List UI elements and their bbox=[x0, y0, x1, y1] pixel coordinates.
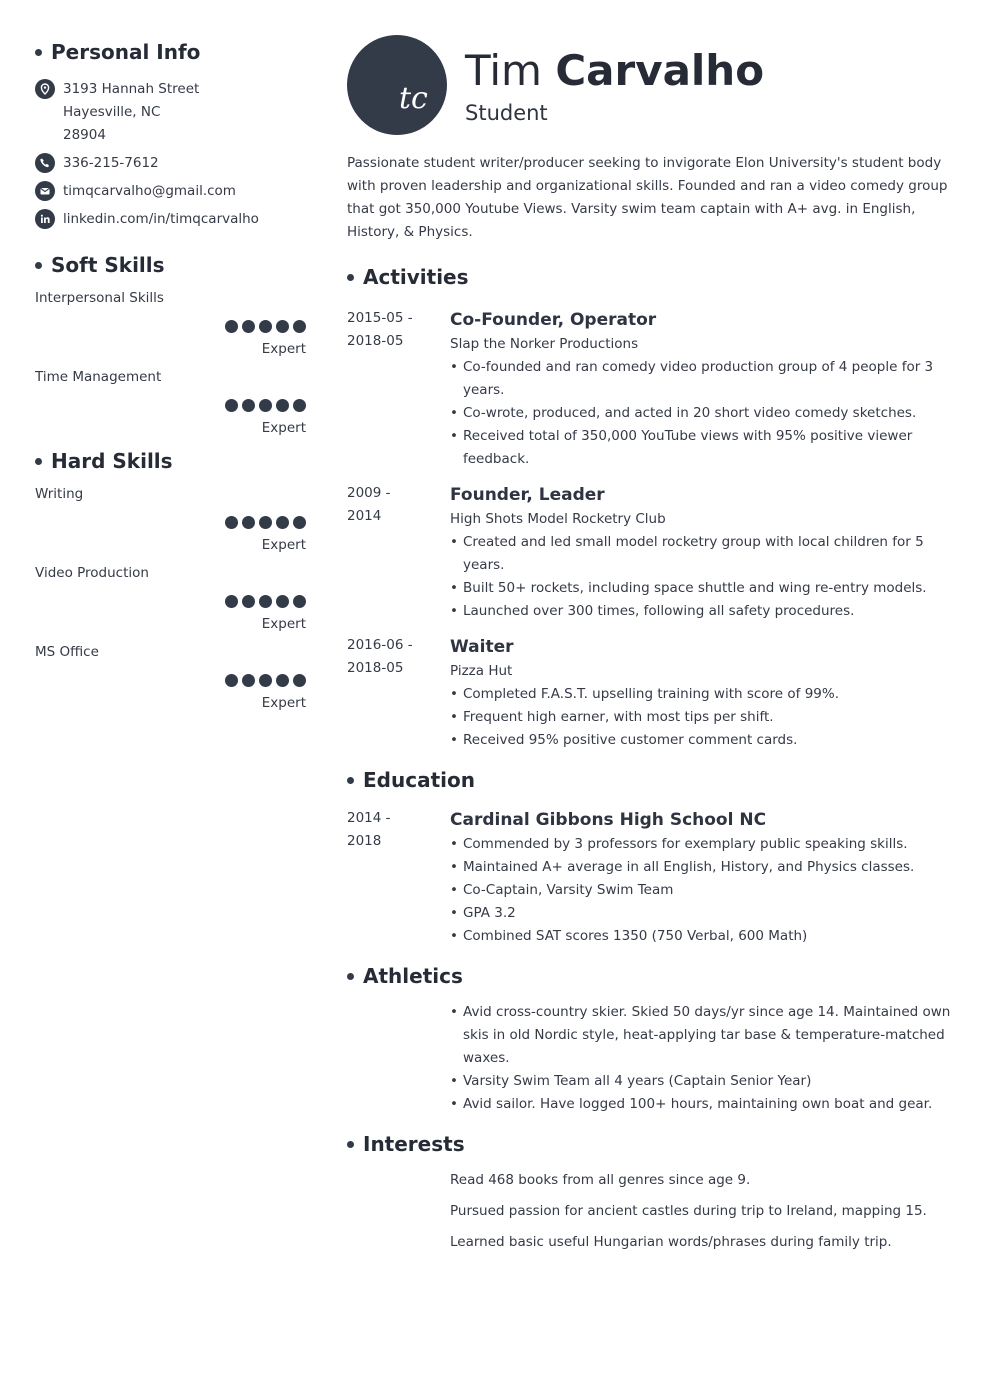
bullet-list bbox=[450, 833, 957, 948]
bullet-list bbox=[450, 356, 957, 471]
address bbox=[63, 78, 199, 147]
skill-item bbox=[35, 366, 306, 437]
skill-name: Time Management bbox=[35, 369, 162, 385]
summary-text: Passionate student writer/producer seeking to invigorate Elon University's student body with proven leadership and organizational skills. Founded and ran a video comedy group that got 350,000 Youtube Views. Varsity swim team captain with A+ avg. in English, History, & Physics. bbox=[347, 155, 948, 240]
skill-rating bbox=[35, 320, 306, 333]
email-link[interactable]: timqcarvalho@gmail.com bbox=[63, 183, 236, 199]
list-item: • Launched over 300 times, following all safety procedures. bbox=[450, 600, 957, 623]
bullet-dot bbox=[347, 777, 354, 784]
athletics-heading: Athletics bbox=[347, 962, 957, 990]
bullet-dot bbox=[347, 274, 354, 281]
bullet-list bbox=[450, 683, 957, 752]
address-row bbox=[35, 78, 306, 147]
athletics-entry bbox=[347, 1001, 957, 1116]
skill-name: Interpersonal Skills bbox=[35, 290, 164, 306]
soft-skills-list bbox=[35, 287, 306, 437]
contact-list bbox=[35, 78, 306, 231]
entry-body bbox=[450, 1169, 957, 1262]
entry-body bbox=[450, 482, 957, 623]
skill-item bbox=[35, 287, 306, 358]
skill-rating bbox=[35, 674, 306, 687]
entry-date: 2015-05 - 2018-05 bbox=[347, 310, 413, 349]
phone-number[interactable]: 336-215-7612 bbox=[63, 155, 159, 171]
entry-date: 2016-06 - 2018-05 bbox=[347, 637, 413, 676]
list-item: • Received total of 350,000 YouTube views with 95% positive viewer feedback. bbox=[450, 425, 957, 471]
interest-item: Read 468 books from all genres since age 9. bbox=[450, 1172, 751, 1188]
entry-organization: Pizza Hut bbox=[450, 663, 513, 679]
list-item: • Received 95% positive customer comment cards. bbox=[450, 729, 957, 752]
list-item: • Maintained A+ average in all English, History, and Physics classes. bbox=[450, 856, 957, 879]
skill-name: Video Production bbox=[35, 565, 149, 581]
email-icon bbox=[35, 181, 55, 201]
list-item: • Combined SAT scores 1350 (750 Verbal, 600 Math) bbox=[450, 925, 957, 948]
linkedin-row bbox=[35, 208, 306, 231]
skill-rating bbox=[35, 516, 306, 529]
bullet-dot bbox=[35, 262, 42, 269]
phone-row bbox=[35, 152, 306, 175]
list-item: • Avid sailor. Have logged 100+ hours, maintaining own boat and gear. bbox=[450, 1093, 957, 1116]
list-item: • Commended by 3 professors for exemplary public speaking skills. bbox=[450, 833, 957, 856]
bullet-dot bbox=[347, 973, 354, 980]
location-pin-icon bbox=[35, 79, 55, 99]
resume-header bbox=[347, 35, 957, 135]
phone-icon bbox=[35, 153, 55, 173]
skill-level: Expert bbox=[261, 420, 306, 436]
entry-title: Founder, Leader bbox=[450, 485, 605, 505]
name-block bbox=[465, 45, 764, 125]
education-heading: Education bbox=[347, 766, 957, 794]
linkedin-link[interactable]: linkedin.com/in/timqcarvalho bbox=[63, 211, 259, 227]
activity-entry bbox=[347, 307, 957, 471]
full-name bbox=[465, 45, 764, 97]
address-line: Hayesville, NC bbox=[63, 104, 161, 120]
address-line: 3193 Hannah Street bbox=[63, 81, 200, 97]
activity-entry bbox=[347, 634, 957, 752]
sidebar bbox=[35, 38, 306, 720]
entry-body bbox=[450, 1001, 957, 1116]
bullet-dot bbox=[35, 49, 42, 56]
entry-body bbox=[450, 807, 957, 948]
school-name: Cardinal Gibbons High School NC bbox=[450, 810, 767, 830]
interests-heading: Interests bbox=[347, 1130, 957, 1158]
list-item: • Created and led small model rocketry group with local children for 5 years. bbox=[450, 531, 957, 577]
entry-body bbox=[450, 307, 957, 471]
bullet-dot bbox=[35, 458, 42, 465]
skill-item bbox=[35, 483, 306, 554]
skill-name: MS Office bbox=[35, 644, 99, 660]
list-item: • Co-wrote, produced, and acted in 20 short video comedy sketches. bbox=[450, 402, 957, 425]
skill-level: Expert bbox=[261, 537, 306, 553]
entry-organization: High Shots Model Rocketry Club bbox=[450, 511, 666, 527]
skill-item bbox=[35, 641, 306, 712]
address-line: 28904 bbox=[63, 127, 106, 143]
list-item: • Frequent high earner, with most tips per shift. bbox=[450, 706, 957, 729]
personal-info-heading: Personal Info bbox=[35, 38, 306, 66]
interest-item: Pursued passion for ancient castles during trip to Ireland, mapping 15. bbox=[450, 1203, 927, 1219]
entry-date: 2009 - 2014 bbox=[347, 485, 391, 524]
soft-skills-heading: Soft Skills bbox=[35, 251, 306, 279]
entry-title: Co-Founder, Operator bbox=[450, 310, 657, 330]
hard-skills-heading: Hard Skills bbox=[35, 447, 306, 475]
job-title: Student bbox=[465, 101, 548, 125]
bullet-list bbox=[450, 531, 957, 623]
interests-entry bbox=[347, 1169, 957, 1262]
avatar bbox=[347, 35, 447, 135]
skill-name: Writing bbox=[35, 486, 84, 502]
list-item: • Completed F.A.S.T. upselling training with score of 99%. bbox=[450, 683, 957, 706]
activity-entry bbox=[347, 482, 957, 623]
interest-item: Learned basic useful Hungarian words/phrases during family trip. bbox=[450, 1234, 892, 1250]
list-item: • Co-Captain, Varsity Swim Team bbox=[450, 879, 957, 902]
main-content bbox=[347, 35, 957, 1262]
entry-title: Waiter bbox=[450, 637, 514, 657]
entry-date: 2014 - 2018 bbox=[347, 810, 391, 849]
linkedin-icon bbox=[35, 209, 55, 229]
list-item: • Avid cross-country skier. Skied 50 days/yr since age 14. Maintained own skis in old Nordic style, heat-applying tar base & temperature-matched waxes. bbox=[450, 1001, 957, 1070]
skill-rating bbox=[35, 399, 306, 412]
list-item: • GPA 3.2 bbox=[450, 902, 957, 925]
last-name: Carvalho bbox=[555, 46, 765, 95]
activities-heading: Activities bbox=[347, 263, 957, 291]
skill-level: Expert bbox=[261, 695, 306, 711]
email-row bbox=[35, 180, 306, 203]
bullet-dot bbox=[347, 1141, 354, 1148]
education-entry bbox=[347, 807, 957, 948]
hard-skills-list bbox=[35, 483, 306, 712]
entry-body bbox=[450, 634, 957, 752]
bullet-list bbox=[450, 1001, 957, 1116]
skill-item bbox=[35, 562, 306, 633]
first-name: Tim bbox=[465, 46, 542, 95]
list-item: • Co-founded and ran comedy video production group of 4 people for 3 years. bbox=[450, 356, 957, 402]
skill-rating bbox=[35, 595, 306, 608]
entry-organization: Slap the Norker Productions bbox=[450, 336, 639, 352]
skill-level: Expert bbox=[261, 341, 306, 357]
skill-level: Expert bbox=[261, 616, 306, 632]
avatar-initials: tc bbox=[399, 81, 428, 116]
list-item: • Built 50+ rockets, including space shuttle and wing re-entry models. bbox=[450, 577, 957, 600]
list-item: • Varsity Swim Team all 4 years (Captain Senior Year) bbox=[450, 1070, 957, 1093]
